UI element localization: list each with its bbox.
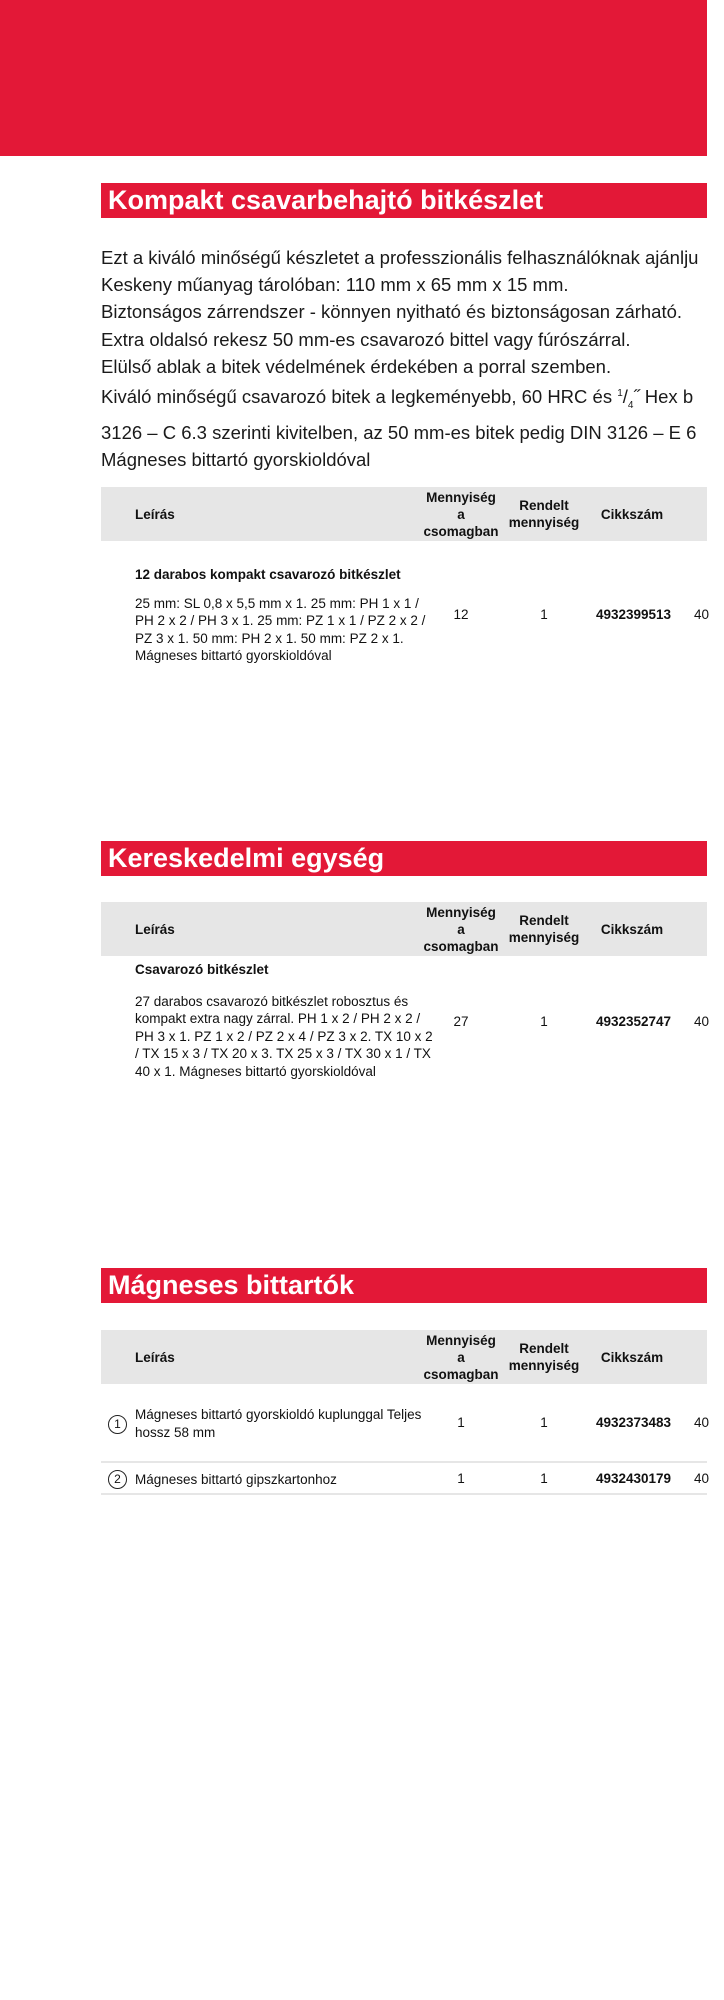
col-header-order-line1: Rendelt	[519, 498, 569, 513]
intro-line: Keskeny műanyag tárolóban: 110 mm x 65 mm x 15 mm.	[101, 274, 569, 296]
col-header-code: Cikkszám	[600, 921, 664, 937]
row-desc: Mágneses bittartó gyorskioldó kuplunggal Teljes hossz 58 mm	[135, 1407, 422, 1440]
row-ean: 40	[694, 1415, 710, 1430]
col-header-description: Leírás	[135, 1349, 175, 1365]
intro-line: Elülső ablak a bitek védelmének érdekében a porral szemben.	[101, 355, 612, 377]
intro-line: 3126 – C 6.3 szerinti kivitelben, az 50 mm-es bitek pedig DIN 3126 – E 6	[101, 422, 697, 444]
col-header-qty-line2: csomagban	[423, 523, 499, 539]
row-code: 4932430179	[595, 1471, 672, 1486]
section-title-retail: Kereskedelmi egység	[101, 841, 707, 876]
col-header-qty-line1: Mennyiség a	[426, 489, 496, 522]
table-row	[101, 961, 710, 1091]
intro-line-part: ˝ Hex b	[633, 386, 694, 408]
col-header-order	[506, 1330, 582, 1384]
section-title-kit: Kompakt csavarbehajtó bitkészlet	[101, 183, 707, 218]
section-title-holders: Mágneses bittartók	[101, 1268, 707, 1303]
intro-line: Ezt a kiváló minőségű készletet a professzionális felhasználóknak ajánlju	[101, 247, 699, 268]
item-number-badge: 1	[108, 1415, 127, 1434]
intro-line: Biztonságos zárrendszer - könnyen nyitható és biztonságosan zárható.	[101, 301, 683, 323]
table-header	[101, 1330, 707, 1384]
col-header-qty-line1: Mennyiség a	[426, 904, 496, 937]
row-title: 12 darabos kompakt csavarozó bitkészlet	[135, 567, 401, 582]
intro-line: Mágneses bittartó gyorskioldóval	[101, 449, 371, 471]
intro-line: Extra oldalsó rekesz 50 mm-es csavarozó bittel vagy fúrószárral.	[101, 328, 631, 350]
row-qty: 27	[453, 1014, 469, 1029]
col-header-order	[506, 487, 582, 541]
intro-text	[101, 244, 707, 473]
col-header-qty	[421, 1330, 501, 1384]
col-header-order-line2: mennyiség	[508, 515, 580, 530]
col-header-qty	[421, 902, 501, 956]
row-divider	[101, 1493, 707, 1495]
row-code: 4932399513	[595, 607, 672, 622]
col-header-code: Cikkszám	[600, 1349, 664, 1365]
row-order: 1	[540, 1415, 548, 1430]
col-header-order-line1: Rendelt	[519, 913, 569, 928]
intro-line-part: Kiváló minőségű csavarozó bitek a legkeményebb, 60 HRC és	[101, 386, 618, 408]
top-brand-banner	[0, 0, 707, 156]
row-code: 4932373483	[595, 1415, 672, 1430]
col-header-qty-line2: csomagban	[423, 938, 499, 954]
table-header	[101, 902, 707, 956]
col-header-code: Cikkszám	[600, 506, 664, 522]
row-code: 4932352747	[595, 1014, 672, 1029]
row-desc: 25 mm: SL 0,8 x 5,5 mm x 1. 25 mm: PH 1 x 1 / PH 2 x 2 / PH 3 x 1. 25 mm: PZ 1 x 1 / PZ 2 x 2 / PZ 3 x 1. 50 mm: PH 2 x 1. 50 mm: PZ 2 x 1. Mágneses bittartó gyorskioldóval	[135, 595, 426, 663]
row-ean: 40	[694, 607, 710, 622]
table-row	[101, 566, 710, 676]
col-header-qty-line1: Mennyiség a	[426, 1332, 496, 1365]
col-header-description: Leírás	[135, 921, 175, 937]
col-header-qty-line2: csomagban	[423, 1366, 499, 1382]
row-description	[135, 961, 435, 1080]
row-order: 1	[540, 607, 548, 622]
row-qty: 1	[457, 1471, 465, 1486]
row-ean: 40	[694, 1014, 710, 1029]
row-qty: 1	[457, 1415, 465, 1430]
row-divider	[101, 1461, 707, 1463]
table-header	[101, 487, 707, 541]
table-row	[101, 1470, 710, 1492]
fraction-slash: /	[622, 386, 628, 408]
row-order: 1	[540, 1014, 548, 1029]
fraction-denominator: 4	[627, 399, 634, 411]
col-header-order-line1: Rendelt	[519, 1341, 569, 1356]
col-header-description: Leírás	[135, 506, 175, 522]
col-header-order-line2: mennyiség	[508, 930, 580, 945]
col-header-order	[506, 902, 582, 956]
row-order: 1	[540, 1471, 548, 1486]
table-row	[101, 1406, 710, 1446]
row-qty: 12	[453, 607, 469, 622]
item-number-badge: 2	[108, 1470, 127, 1489]
row-desc: Mágneses bittartó gipszkartonhoz	[135, 1472, 337, 1487]
intro-line	[101, 380, 707, 419]
col-header-order-line2: mennyiség	[508, 1358, 580, 1373]
row-description	[135, 566, 435, 665]
row-ean: 40	[694, 1471, 710, 1486]
fraction-numerator: 1	[617, 388, 623, 400]
col-header-qty	[421, 487, 501, 541]
row-desc: 27 darabos csavarozó bitkészlet robosztus és kompakt extra nagy zárral. PH 1 x 2 / PH 2 x 2 / PH 3 x 1. PZ 1 x 2 / PZ 2 x 4 / PZ 3 x 2. TX 10 x 2 / TX 15 x 3 / TX 20 x 3. TX 25 x 3 / TX 30 x 1 / TX 40 x 1. Mágneses bittartó gyorskioldóval	[135, 993, 433, 1079]
row-title: Csavarozó bitkészlet	[135, 962, 269, 977]
